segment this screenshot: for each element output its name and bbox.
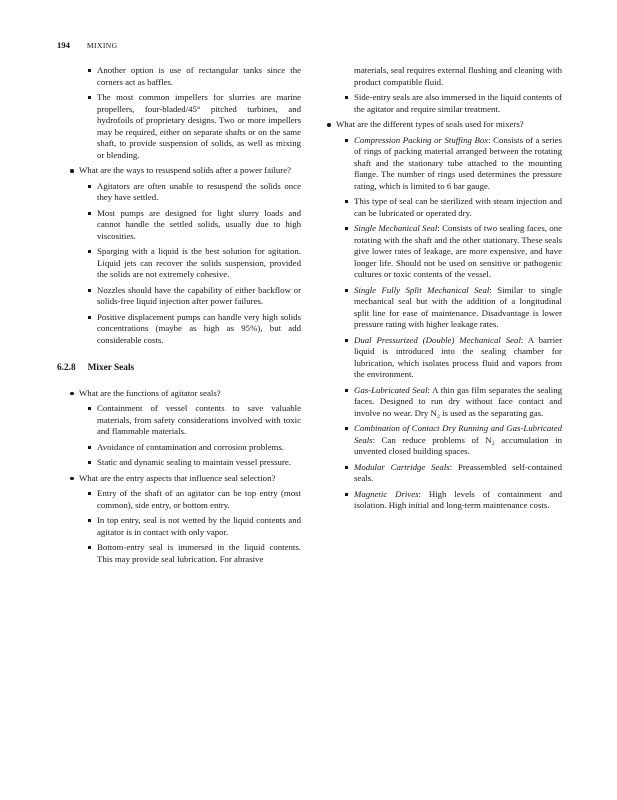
list-item-text: Most pumps are designed for light slurry loads and cannot handle the settled solids, usually due to high viscosities. <box>97 207 301 241</box>
square-bullet-icon <box>345 389 348 392</box>
left-column <box>57 65 301 569</box>
answer-list-item <box>57 403 301 438</box>
square-bullet-icon <box>88 250 91 253</box>
answer-list-item <box>57 442 301 454</box>
square-bullet-icon <box>88 96 91 99</box>
square-bullet-icon <box>88 212 91 215</box>
square-bullet-icon <box>345 227 348 230</box>
list-item-text: The most common impellers for slurries are marine propellers, four-bladed/45° pitched turbines, and hydrofoils of proprietary designs. Two or more impellers may be required, either on separate shafts or on the same shaft, to provide suspension of solids, as well as mixing or blending. <box>97 92 301 160</box>
seal-type-name: Modular Cartridge Seals <box>354 461 450 472</box>
seal-type-name: Single Mechanical Seal <box>354 223 438 233</box>
answer-list-item <box>57 312 301 347</box>
round-bullet-icon <box>70 169 74 173</box>
answer-list-item <box>57 285 301 308</box>
seal-type-name: Single Fully Split Mechanical Seal <box>354 284 490 295</box>
list-item-text: What are the ways to resuspend solids after a power failure? <box>79 165 292 175</box>
section-number: 6.2.8 <box>57 363 76 373</box>
list-item-text: Sparging with a liquid is the best solution for agitation. Liquid jets can recover the solids suspension, provided the solids are not extremely cohesive. <box>97 246 301 279</box>
answer-list-item <box>57 208 301 243</box>
round-bullet-icon <box>327 123 331 127</box>
list-item-text: Containment of vessel contents to save valuable materials, from safety considerations involved with toxic and flammable materials. <box>97 403 301 436</box>
square-bullet-icon <box>345 139 348 142</box>
square-bullet-icon <box>88 446 91 449</box>
answer-list-item <box>57 92 301 161</box>
square-bullet-icon <box>345 200 348 203</box>
question-list-item <box>57 473 301 485</box>
square-bullet-icon <box>345 466 348 469</box>
list-item-text: Entry of the shaft of an agitator can be top entry (most common), side entry, or bottom entry. <box>97 488 301 510</box>
list-item-text: Bottom-entry seal is immersed in the liquid contents. This may provide seal lubrication. For abrasive <box>97 542 301 564</box>
list-item-text: Magnetic Drives: High levels of containment and isolation. High initial and long-term maintenance costs. <box>354 488 562 510</box>
list-item-text: Single Mechanical Seal: Consists of two sealing faces, one rotating with the shaft and the other stationary. These seals give lower rates of leakage, are more expensive, and have longer life. Should not be used on sensitive or pathogenic cultures or toxic contents of the vessel. <box>354 223 562 279</box>
list-item-text: Combination of Contact Dry Running and Gas-Lubricated Seals: Can reduce problems of N₂ accumulation in unvented closed building spaces. <box>354 423 562 456</box>
list-item-text: Positive displacement pumps can handle very high solids concentrations (maybe as high as 95%), but add considerable costs. <box>97 311 301 345</box>
answer-list-item <box>314 423 562 458</box>
continuation-paragraph <box>314 65 562 88</box>
square-bullet-icon <box>88 519 91 522</box>
list-item-text: Single Fully Split Mechanical Seal: Similar to single mechanical seal but with the addition of a longitudinal split line for ease of maintenance. Disadvantage is lower pressure rating with higher leakage rates. <box>354 284 562 329</box>
answer-list-item <box>314 223 562 281</box>
question-list-item <box>57 388 301 400</box>
seal-type-name: Combination of Contact Dry Running and Gas-Lubricated Seals <box>354 423 562 445</box>
answer-list-item <box>57 542 301 565</box>
answer-list-item <box>57 457 301 469</box>
list-item-text: Static and dynamic sealing to maintain vessel pressure. <box>97 457 291 467</box>
right-column <box>314 65 562 516</box>
seal-type-name: Magnetic Drives <box>354 488 419 499</box>
list-item-text: Avoidance of contamination and corrosion problems. <box>97 441 284 452</box>
list-item-text: Gas-Lubricated Seal: A thin gas film separates the sealing faces. Designed to run dry without face contact and involve no wear. Dry N₂ is used as the separating gas. <box>354 384 562 418</box>
answer-list-item <box>314 385 562 420</box>
square-bullet-icon <box>88 407 91 410</box>
seal-type-name: Compression Packing or Stuffing Box <box>354 134 489 145</box>
answer-list-item <box>57 488 301 511</box>
square-bullet-icon <box>88 185 91 188</box>
square-bullet-icon <box>88 289 91 292</box>
round-bullet-icon <box>70 392 74 396</box>
answer-list-item <box>57 181 301 204</box>
list-item-text: Nozzles should have the capability of either backflow or solids-free liquid injection after power failures. <box>97 284 301 306</box>
question-list-item <box>57 165 301 177</box>
page-number: 194 <box>57 40 70 50</box>
answer-list-item <box>314 462 562 485</box>
square-bullet-icon <box>88 461 91 464</box>
seal-type-name: Gas-Lubricated Seal <box>354 384 428 395</box>
list-item-text: Modular Cartridge Seals: Preassembled self-contained seals. <box>354 461 562 483</box>
square-bullet-icon <box>345 289 348 292</box>
section-title: Mixer Seals <box>87 363 135 373</box>
square-bullet-icon <box>88 492 91 495</box>
list-item-text: Dual Pressurized (Double) Mechanical Seal: A barrier liquid is introduced into the sealing chamber for lubrication, which isolates process fluid and vapors from the environment. <box>354 334 563 379</box>
list-item-text: What are the functions of agitator seals? <box>79 387 221 398</box>
section-heading <box>57 363 301 375</box>
list-item-text: This type of seal can be sterilized with steam injection and can be lubricated or operated dry. <box>354 196 562 218</box>
answer-list-item <box>57 65 301 88</box>
answer-list-item <box>314 285 562 331</box>
square-bullet-icon <box>345 96 348 99</box>
square-bullet-icon <box>345 493 348 496</box>
list-item-text: In top entry, seal is not wetted by the liquid contents and agitator is in contact with only vapor. <box>97 515 301 537</box>
list-item-text: Compression Packing or Stuffing Box: Consists of a series of rings of packing material arranged between the rotating shaft and the stationary tube attached to the mounting flange. The number of rings used determines the pressure rating, which is limited to 6 bar gauge. <box>354 134 563 191</box>
square-bullet-icon <box>345 339 348 342</box>
list-item-text: What are the different types of seals used for mixers? <box>336 119 524 129</box>
answer-list-item <box>314 196 562 219</box>
list-item-text: materials, seal requires external flushing and cleaning with product compatible fluid. <box>354 65 562 87</box>
answer-list-item <box>314 489 562 512</box>
list-item-text: Side-entry seals are also immersed in the liquid contents of the agitator and require similar treatment. <box>354 92 562 114</box>
square-bullet-icon <box>88 69 91 72</box>
answer-list-item <box>57 515 301 538</box>
answer-list-item <box>314 135 562 193</box>
list-item-text: Agitators are often unable to resuspend the solids once they have settled. <box>97 180 301 202</box>
answer-list-item <box>314 335 562 381</box>
answer-list-item <box>314 92 562 115</box>
square-bullet-icon <box>88 546 91 549</box>
list-item-text: What are the entry aspects that influence seal selection? <box>79 472 276 483</box>
running-title: MIXING <box>86 41 118 50</box>
round-bullet-icon <box>70 477 74 481</box>
square-bullet-icon <box>88 316 91 319</box>
answer-list-item <box>57 246 301 281</box>
seal-type-name: Dual Pressurized (Double) Mechanical Seal <box>354 334 521 345</box>
two-column-body <box>57 65 562 569</box>
question-list-item <box>314 119 562 131</box>
list-item-text: Another option is use of rectangular tanks since the corners act as baffles. <box>97 65 301 87</box>
page-header <box>57 40 118 51</box>
square-bullet-icon <box>345 427 348 430</box>
